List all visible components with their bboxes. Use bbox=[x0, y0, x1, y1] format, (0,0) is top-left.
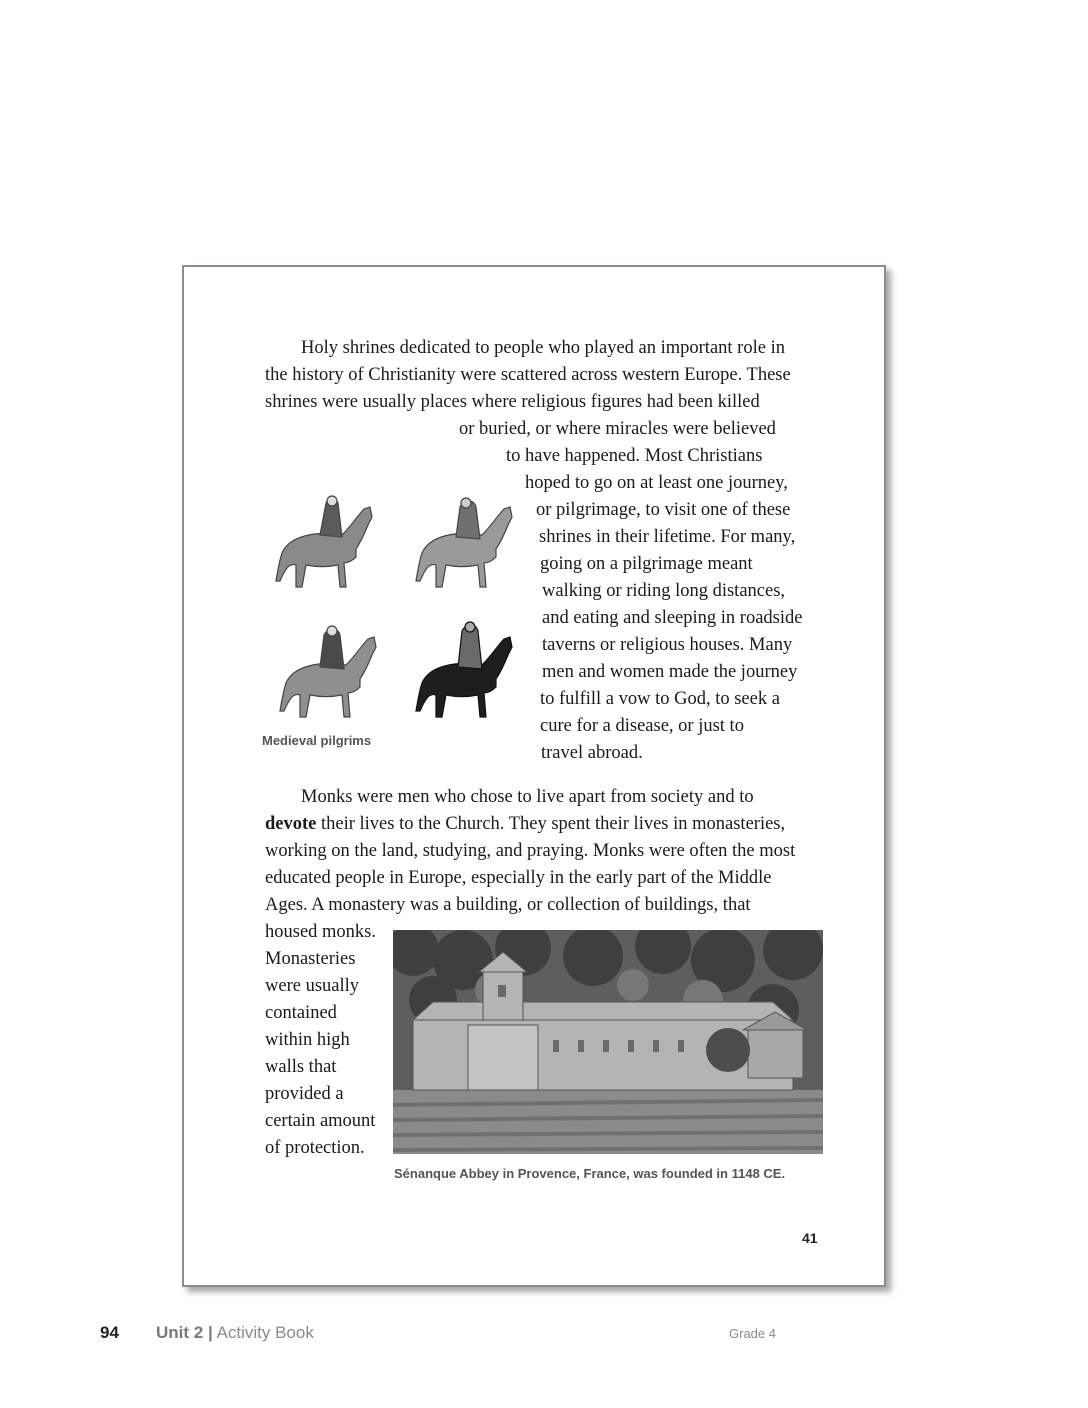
text-span: their lives to the Church. They spent their lives in monasteries, bbox=[316, 814, 786, 834]
text-line: shrines in their lifetime. For many, bbox=[539, 527, 796, 547]
text-line: were usually bbox=[265, 976, 360, 996]
senanque-abbey-photo bbox=[393, 930, 823, 1154]
footer-unit: Unit 2 bbox=[156, 1323, 204, 1342]
pilgrims-caption: Medieval pilgrims bbox=[262, 733, 372, 748]
footer-grade: Grade 4 bbox=[729, 1326, 776, 1341]
text-line: the history of Christianity were scattered across western Europe. These bbox=[265, 365, 791, 385]
text-line: working on the land, studying, and praying. Monks were often the most bbox=[265, 841, 796, 861]
text-line: walls that bbox=[265, 1057, 337, 1077]
reader-page-number: 41 bbox=[802, 1230, 818, 1246]
text-line: and eating and sleeping in roadside bbox=[542, 608, 803, 628]
text-line: cure for a disease, or just to bbox=[540, 716, 744, 736]
text-line: certain amount bbox=[265, 1111, 376, 1131]
text-line: or pilgrimage, to visit one of these bbox=[536, 500, 791, 520]
text-line: taverns or religious houses. Many bbox=[542, 635, 793, 655]
text-line bbox=[265, 811, 785, 838]
text-line: or buried, or where miracles were believed bbox=[459, 419, 776, 439]
text-line: provided a bbox=[265, 1084, 344, 1104]
text-line: within high bbox=[265, 1030, 350, 1050]
text-line: men and women made the journey bbox=[542, 662, 798, 682]
text-line: to have happened. Most Christians bbox=[506, 446, 763, 466]
text-line: Ages. A monastery was a building, or collection of buildings, that bbox=[265, 895, 751, 915]
text-line: shrines were usually places where religious figures had been killed bbox=[265, 392, 760, 412]
text-line: educated people in Europe, especially in the early part of the Middle bbox=[265, 868, 772, 888]
footer-page-number: 94 bbox=[100, 1323, 119, 1342]
vocab-word-devote: devote bbox=[265, 814, 317, 834]
text-line: hoped to go on at least one journey, bbox=[525, 473, 788, 493]
text-line: housed monks. bbox=[265, 922, 376, 942]
abbey-caption: Sénanque Abbey in Provence, France, was founded in 1148 CE. bbox=[394, 1166, 786, 1181]
text-line: to fulfill a vow to God, to seek a bbox=[540, 689, 780, 709]
medieval-pilgrims-illustration bbox=[262, 455, 522, 730]
text-line: Monasteries bbox=[265, 949, 356, 969]
footer-unit-label bbox=[156, 1323, 314, 1343]
text-line: Holy shrines dedicated to people who played an important role in bbox=[301, 338, 785, 358]
text-line: contained bbox=[265, 1003, 337, 1023]
footer-separator: | bbox=[207, 1323, 213, 1342]
text-line: Monks were men who chose to live apart from society and to bbox=[301, 787, 754, 807]
text-line: going on a pilgrimage meant bbox=[540, 554, 753, 574]
footer-book: Activity Book bbox=[216, 1323, 314, 1342]
text-line: walking or riding long distances, bbox=[542, 581, 786, 601]
text-line: of protection. bbox=[265, 1138, 365, 1158]
text-line: travel abroad. bbox=[541, 743, 643, 763]
